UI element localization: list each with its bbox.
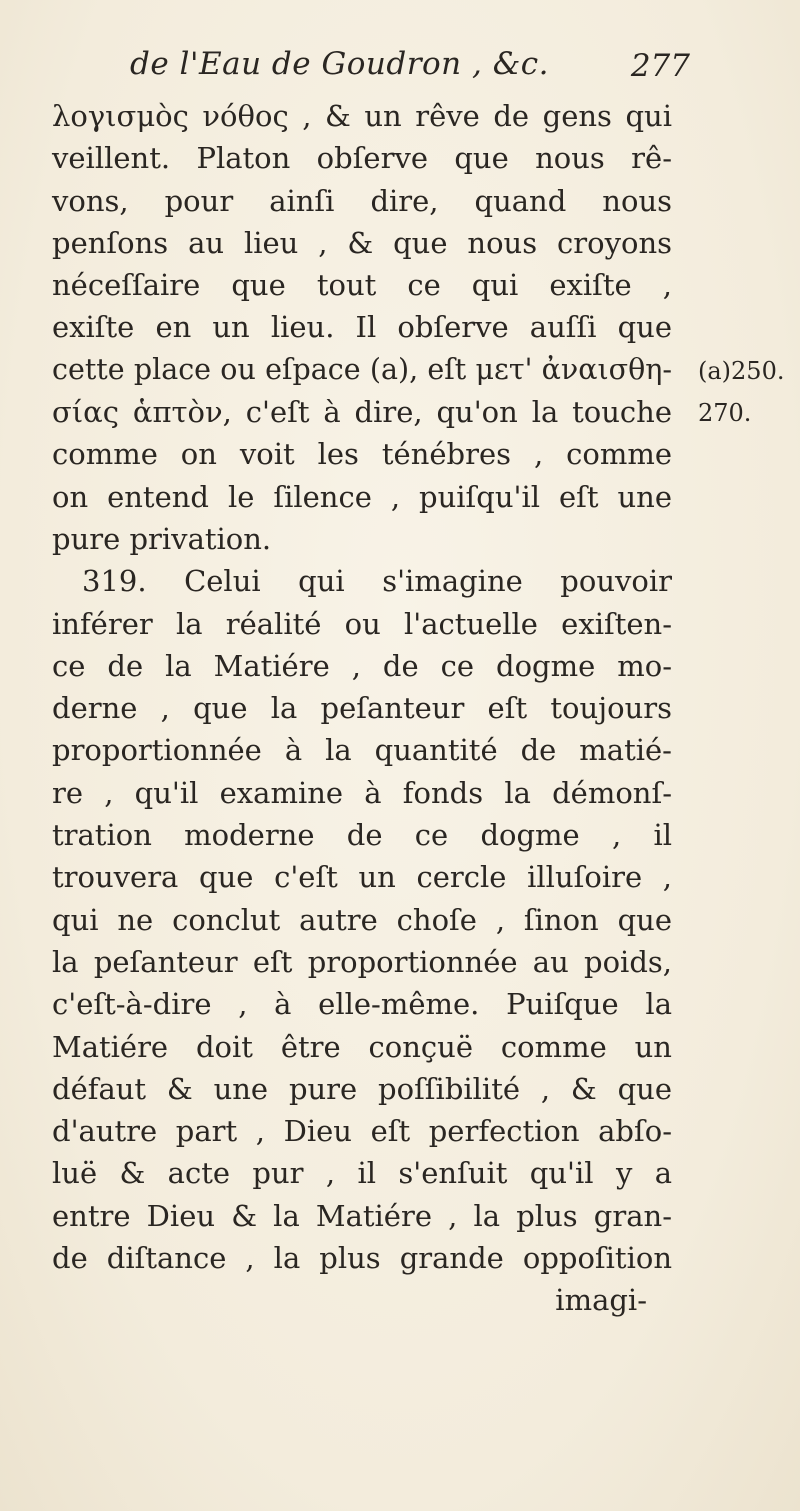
text-line: tration moderne de ce dogme , il <box>52 818 672 853</box>
margin-note-a-2: 270. <box>698 399 752 428</box>
text-line: proportionnée à la quantité de matié- <box>52 733 672 768</box>
text-line: exiſte en un lieu. Il obſerve auſſi que <box>52 310 672 345</box>
text-line: on entend le ſilence , puiſqu'il eſt une <box>52 479 672 514</box>
text-line: luë & acte pur , il s'enſuit qu'il y a <box>52 1156 672 1191</box>
text-line: inférer la réalité ou l'actuelle exiſten- <box>52 606 672 641</box>
text-line: penſons au lieu , & que nous croyons <box>52 225 672 260</box>
text-line: néceſſaire que tout ce qui exiſte , <box>52 268 672 303</box>
text-line: ce de la Matiére , de ce dogme mo- <box>52 648 672 683</box>
running-head <box>130 40 690 90</box>
page-number: 277 <box>630 48 690 84</box>
text-line: veillent. Platon obſerve que nous rê- <box>52 141 672 176</box>
text-line: pure privation. <box>52 521 272 556</box>
text-line: de diſtance , la plus grande oppoſition <box>52 1241 672 1276</box>
text-line: Matiére doit être conçuë comme un <box>52 1029 672 1064</box>
margin-note-a-1: (a)250. <box>698 356 785 385</box>
text-line: cette place ou eſpace (a), eſt μετ' ἀναισθη- <box>52 352 672 386</box>
margin-notes <box>698 96 798 434</box>
text-line: derne , que la peſanteur eſt toujours <box>52 691 672 726</box>
text-line: d'autre part , Dieu eſt perfection abſo- <box>52 1114 672 1149</box>
text-line: σίας ἁπτὸν, c'eſt à dire, qu'on la touche <box>52 395 672 430</box>
text-line: comme on voit les ténébres , comme <box>52 437 672 472</box>
catchword: imagi- <box>555 1283 647 1318</box>
text-line: trouvera que c'eſt un cercle illuſoire , <box>52 860 672 895</box>
text-line: vons, pour ainſi dire, quand nous <box>52 183 672 218</box>
running-head-title: de l'Eau de Goudron , &c. <box>130 46 550 82</box>
text-line: la peſanteur eſt proportionnée au poids, <box>52 944 672 979</box>
text-line: défaut & une pure poſſibilité , & que <box>52 1071 672 1106</box>
text-line: re , qu'il examine à fonds la démonſ- <box>52 775 672 810</box>
text-line: entre Dieu & la Matiére , la plus gran- <box>52 1198 672 1233</box>
text-line: λογισμὸς νόθος , & un rêve de gens qui <box>52 99 672 133</box>
body-text <box>52 95 672 1322</box>
paragraph-start-line: 319. Celui qui s'imagine pouvoir <box>82 564 672 599</box>
text-line: qui ne conclut autre choſe , ſinon que <box>52 902 672 937</box>
text-line: c'eſt-à-dire , à elle-même. Puiſque la <box>52 987 672 1022</box>
